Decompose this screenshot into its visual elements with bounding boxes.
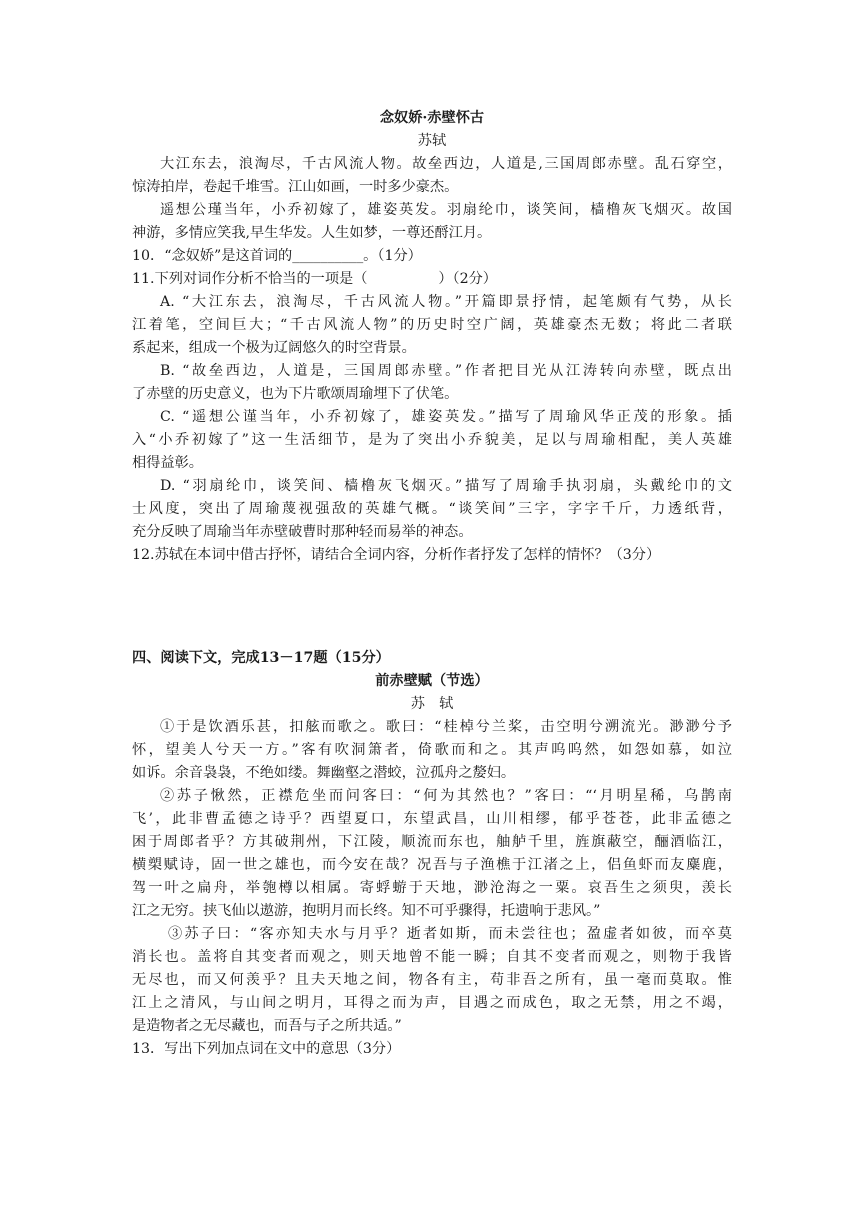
option-a-line: 江着笔，空间巨大；“千古风流人物”的历史时空广阔，英雄豪杰无数；将此二者联 — [132, 317, 732, 333]
question-10: 10．“念奴娇”是这首词的__________。（1分） — [132, 248, 422, 264]
question-13: 13．写出下列加点词在文中的意思（3分） — [132, 1041, 401, 1057]
poem-line: 神游，多情应笑我,早生华发。人生如梦，一尊还酹江月。 — [132, 225, 492, 241]
option-d-line: 充分反映了周瑜当年赤壁破曹时那种轻而易举的神态。 — [132, 524, 473, 540]
paragraph-line: 江上之清风，与山间之明月，耳得之而为声，目遇之而成色，取之无禁，用之不竭， — [132, 995, 732, 1011]
paragraph-line: 横槊赋诗，固一世之雄也，而今安在哉？况吾与子渔樵于江渚之上，侣鱼虾而友麋鹿， — [132, 857, 732, 873]
paragraph-line: ③苏子曰：“客亦知夫水与月乎？逝者如斯，而未尝往也；盈虚者如彼，而卒莫 — [168, 926, 732, 942]
paragraph-line: 驾一叶之扁舟，举匏樽以相属。寄蜉蝣于天地，渺沧海之一粟。哀吾生之须臾，羡长 — [132, 880, 732, 896]
poem-line: 大江东去，浪淘尽，千古风流人物。故垒西边，人道是,三国周郎赤壁。乱石穿空， — [160, 156, 732, 172]
paragraph-line: 消长也。盖将自其变者而观之，则天地曾不能一瞬；自其不变者而观之，则物于我皆 — [132, 949, 732, 965]
paragraph-line: ①于是饮酒乐甚，扣舷而歌之。歌曰：“桂棹兮兰桨，击空明兮溯流光。渺渺兮予 — [160, 719, 732, 735]
option-c-line: 入“小乔初嫁了”这一生活细节，是为了突出小乔貌美，足以与周瑜相配，美人英雄 — [132, 432, 732, 448]
paragraph-line: 如诉。余音袅袅，不绝如缕。舞幽壑之潜蛟，泣孤舟之嫠妇。 — [132, 765, 516, 781]
paragraph-line: 飞’，此非曹孟德之诗乎？西望夏口，东望武昌，山川相缪，郁乎苍苍，此非孟德之 — [132, 811, 732, 827]
option-b-line: B. “故垒西边，人道是，三国周郎赤壁。”作者把目光从江涛转向赤壁，既点出 — [160, 363, 732, 379]
option-c-line: C. “遥想公谨当年，小乔初嫁了，雄姿英发。”描写了周瑜风华正茂的形象。插 — [160, 409, 732, 425]
question-11-stem: 11.下列对词作分析不恰当的一项是（ ）（2分） — [132, 271, 497, 287]
paragraph-line: 怀，望美人兮天一方。”客有吹洞箫者，倚歌而和之。其声呜呜然，如怨如慕，如泣 — [132, 742, 732, 758]
poem-author: 苏轼 — [417, 133, 447, 149]
section-heading: 四、阅读下文，完成13－17题（15分） — [132, 650, 390, 666]
paragraph-line: 无尽也，而又何羡乎？且夫天地之间，物各有主，苟非吾之所有，虽一毫而莫取。惟 — [132, 972, 732, 988]
essay-title: 前赤壁赋（节选） — [375, 673, 489, 689]
paragraph-line: 江之无穷。挟飞仙以遨游，抱明月而长终。知不可乎骤得，托遗响于悲风。” — [132, 903, 601, 919]
paragraph-line: ②苏子愀然，正襟危坐而问客曰：“何为其然也？”客曰：“‘月明星稀，乌鹊南 — [160, 788, 732, 804]
option-d-line: D. “羽扇纶巾，谈笑间、樯橹灰飞烟灭。”描写了周瑜手执羽扇，头戴纶巾的文 — [160, 478, 732, 494]
answer-space — [132, 567, 732, 647]
option-a-line: 系起来，组成一个极为辽阔悠久的时空背景。 — [132, 340, 416, 356]
option-a-line: A. “大江东去，浪淘尽，千古风流人物。”开篇即景抒情，起笔颇有气势，从长 — [160, 294, 732, 310]
paragraph-line: 困于周郎者乎？方其破荆州，下江陵，顺流而东也，舳舻千里，旌旗蔽空，酾酒临江， — [132, 834, 732, 850]
poem-title: 念奴娇·赤壁怀古 — [379, 110, 485, 126]
option-c-line: 相得益彰。 — [132, 455, 203, 471]
poem-line: 遥想公瑾当年，小乔初嫁了，雄姿英发。羽扇纶巾，谈笑间，樯橹灰飞烟灭。故国 — [160, 202, 732, 218]
question-12: 12.苏轼在本词中借古抒怀，请结合全词内容，分析作者抒发了怎样的情怀？（3分） — [132, 547, 661, 563]
poem-line: 惊涛拍岸，卷起千堆雪。江山如画，一时多少豪杰。 — [132, 179, 459, 195]
paragraph-line: 是造物者之无尽藏也，而吾与子之所共适。” — [132, 1018, 402, 1034]
option-d-line: 士风度，突出了周瑜蔑视强敌的英雄气概。“谈笑间”三字，字字千斤，力透纸背， — [132, 501, 732, 517]
essay-author: 苏 轼 — [410, 696, 454, 712]
document-page — [132, 107, 732, 1061]
option-b-line: 了赤壁的历史意义，也为下片歌颂周瑜埋下了伏笔。 — [132, 386, 459, 402]
